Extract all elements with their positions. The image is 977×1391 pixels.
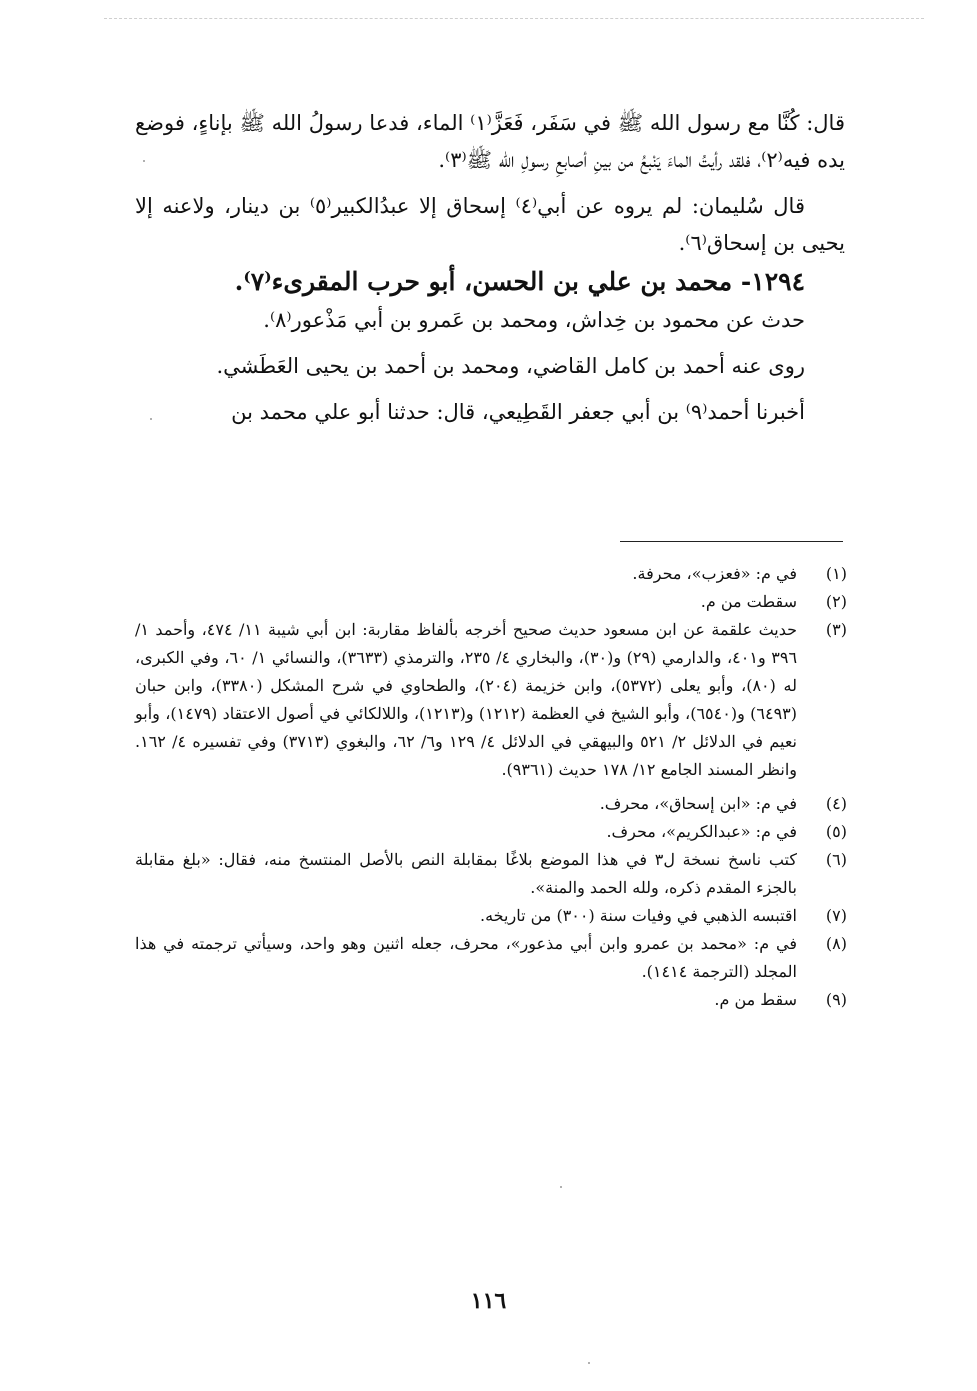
footnote — [135, 560, 847, 588]
paragraph-isnad: أخبرنا أحمد⁽٩⁾ بن أبي جعفر القَطِيعي، قال: حدثنا أبو علي محمد بن — [231, 400, 805, 424]
footnote-text: حديث علقمة عن ابن مسعود حديث صحيح أخرجه بألفاظ مقاربة: ابن أبي شيبة ١١/ ٤٧٤، وأحمد ١/ ٣٩٦ و٤٠١، والدارمي (٢٩) و(٣٠)، والبخاري ٤/ ٢٣٥، والترمذي (٣٦٣٣)، والنسائي ١/ ٦٠، وفي الكبرى، له (٨٠)، وأبو يعلى (٥٣٧٢)، وابن خزيمة (٢٠٤)، والطحاوي في شرح المشكل (٣٣٨٠)، وابن حبان (٦٤٩٣) و(٦٥٤٠)، وأبو الشيخ في العظمة (١٢١٢) و(١٢١٣)، واللالكائي في أصول الاعتقاد (١٤٧٩)، وأبو نعيم في الدلائل ٢/ ٥٢١ والبيهقي في الدلائل ٤/ ١٢٩ و٦/ ٦٢، والبغوي (٣٧١٣) وفي تفسيره ٤/ ١٦٢. وانظر المسند الجامع ١٢/ ١٧٨ حديث (٩٣٦١). — [135, 620, 798, 779]
footnote-text: في م: «فعزب»، محرفة. — [632, 564, 797, 583]
scan-edge-line — [104, 18, 924, 19]
footnote-number: (٨) — [825, 934, 847, 953]
footnote-number: (٢) — [825, 592, 847, 611]
footnote — [135, 986, 847, 1014]
footnote-text: اقتبسه الذهبي في وفيات سنة (٣٠٠) من تاريخه. — [480, 906, 797, 925]
footnote-number: (٩) — [825, 990, 847, 1009]
biography-heading: ١٢٩٤- محمد بن علي بن الحسن، أبو حرب المقرىء⁽٧⁾. — [234, 267, 805, 296]
footnote — [135, 902, 847, 930]
paragraph-hadith: قال: كُنَّا مع رسول الله ﷺ في سَفَر، فَعَزَّ⁽١⁾ الماء، فدعا رسولُ الله ﷺ بإناءٍ، فوضع يده فيه⁽٢⁾، فلقد رأيتُ الماءَ يَنْبعُ من بينِ أصابعِ رسولِ الله ﷺ⁽٣⁾. — [135, 111, 845, 172]
footnote-number: (٧) — [825, 906, 847, 925]
footnote-number: (٥) — [825, 822, 847, 841]
footnote-text: سقطت من م. — [700, 592, 797, 611]
footnote-number: (٣) — [825, 620, 847, 639]
footnote-text: سقط من م. — [714, 990, 797, 1009]
footnotes — [135, 560, 847, 1014]
page-number: ١١٦ — [470, 1288, 507, 1314]
footnote — [135, 790, 847, 818]
footnote-text: في م: «عبدالكريم»، محرف. — [606, 822, 797, 841]
footnote-number: (٤) — [825, 794, 847, 813]
paragraph-narrated-by: روى عنه أحمد بن كامل القاضي، ومحمد بن أحمد بن يحيى العَطَشي. — [216, 354, 805, 378]
footnote-text: في م: «محمد بن عمرو وابن أبي مذعور»، محرف، جعله اثنين وهو واحد، وسيأتي ترجمته في هذا المجلد (الترجمة ١٤١٤). — [135, 934, 797, 981]
paragraph-narrated-from: حدث عن محمود بن خِداش، ومحمد بن عَمرو بن أبي مَذْعور⁽٨⁾. — [263, 308, 805, 332]
footnote — [135, 588, 847, 616]
footnote-text: في م: «ابن إسحاق»، محرف. — [599, 794, 797, 813]
footnote — [135, 616, 847, 784]
footnote — [135, 930, 847, 986]
main-text — [135, 105, 845, 431]
footnote — [135, 846, 847, 902]
scan-speck — [560, 1186, 562, 1188]
paragraph-sulayman: قال سُليمان: لم يروه عن أبي⁽٤⁾ إسحاق إلا عبدُالكبير⁽٥⁾ بن دينار، ولاعنه إلا يحيى بن إسحاق⁽٦⁾. — [135, 194, 845, 255]
footnote — [135, 818, 847, 846]
footnote-number: (٦) — [825, 850, 847, 869]
scan-speck — [588, 1362, 590, 1364]
footnote-text: كتب ناسخ نسخة ل٣ في هذا الموضع بلاغًا بمقابلة النص بالأصل المنتسخ منه، فقال: «بلغ مقابلة بالجزء المقدم ذكره، ولله الحمد والمنة». — [135, 850, 797, 897]
footnote-number: (١) — [825, 564, 847, 583]
footnote-separator — [620, 541, 843, 542]
